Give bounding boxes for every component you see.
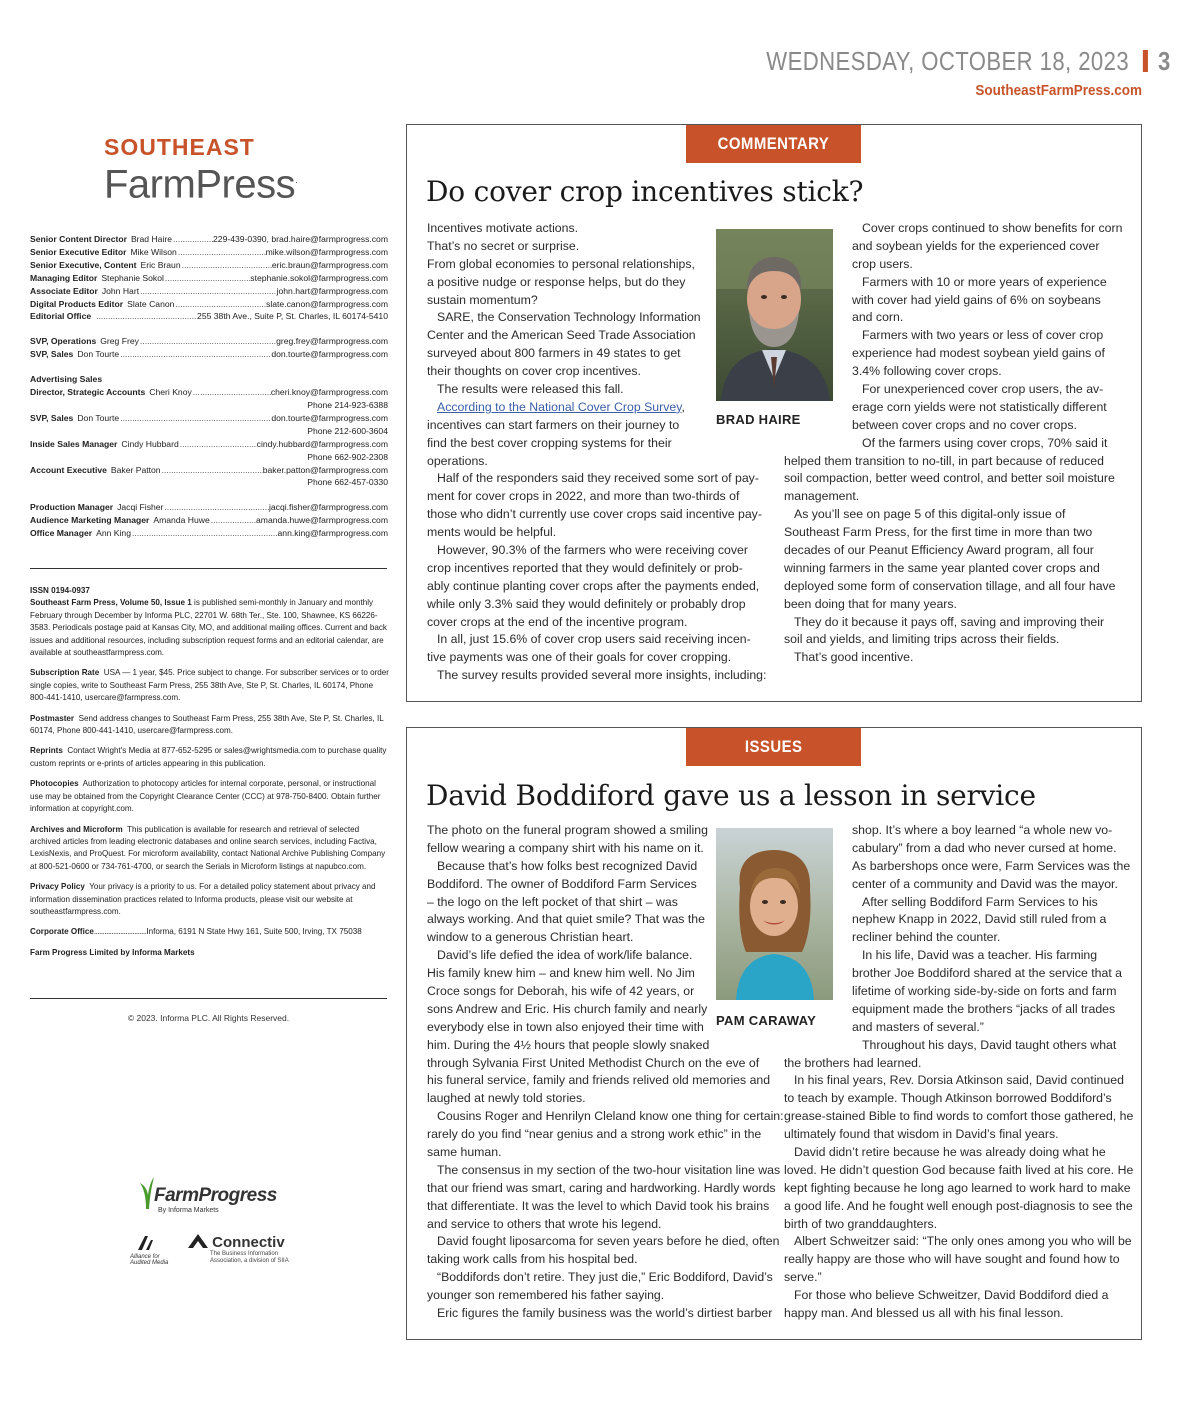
masthead-name: John Hart [101, 285, 140, 296]
article-line: Southeast Farm Press, for the first time in more than two [784, 525, 1093, 540]
masthead-role: Associate Editor [30, 285, 98, 296]
photo-caption: PAM CARAWAY [716, 1013, 817, 1028]
reprints-info: Contact Wright's Media at 877-652-5295 or sales@wrightsmedia.com to purchase quality custom reprints or e-prints of articles appearing in this publication. [30, 746, 387, 768]
article-line: between cover crops and no cover crops. [852, 417, 1077, 432]
article-line: loved. He didn’t question God because faith lived at his core. He [784, 1162, 1134, 1177]
article-line: the brothers had learned. [784, 1055, 922, 1070]
postmaster-info: Send address changes to Southeast Farm Press, 255 38th Ave, Ste P, St. Charles, IL 60174, Phone 800-441-1410, usercare@farmpress.com. [30, 713, 384, 736]
article-body-col2 [784, 220, 1129, 667]
article-line: surveyed about 800 farmers in 49 states to get [427, 346, 681, 361]
article-line: ment for cover crops in 2022, and more than two-thirds of [427, 489, 740, 504]
masthead-role: Senior Executive, Content [30, 259, 137, 270]
article-line: rarely do you find “near genius and a strong work ethic” in the [427, 1127, 762, 1142]
masthead-contact[interactable]: don.tourte@farmprogress.com [271, 349, 388, 360]
article-line: helped them transition to no-till, in part because of reduced [784, 453, 1104, 468]
article-line: Farmers with two years or less of cover crop [862, 328, 1104, 343]
article-line: their thoughts on cover crop incentives. [427, 364, 641, 379]
article-line: serve.” [784, 1270, 822, 1285]
article-line: taking work calls from his hospital bed. [427, 1252, 638, 1267]
survey-link[interactable]: According to the National Cover Crop Survey [437, 399, 682, 414]
staff-masthead [30, 233, 388, 540]
author-photo-brad-haire [716, 229, 833, 401]
masthead-role: Editorial Office [30, 311, 92, 322]
masthead-row [30, 412, 388, 425]
masthead-name: Greg Frey [100, 336, 139, 347]
masthead-role: Director, Strategic Accounts [30, 387, 146, 398]
article-headline: Do cover crop incentives stick? [426, 175, 864, 208]
masthead-contact[interactable]: slate.canon@farmprogress.com [266, 298, 388, 309]
farm-progress-sub: By Informa Markets [158, 1207, 219, 1214]
masthead-editorial [30, 233, 388, 323]
masthead-name: Eric Braun [140, 259, 181, 270]
article-line: crop users. [852, 256, 913, 271]
author-photo-pam-caraway [716, 828, 833, 1000]
masthead-name: Don Tourte [77, 412, 120, 423]
article-line: recliner behind the counter. [852, 930, 1001, 945]
masthead-contact[interactable]: cindy.hubbard@farmprogress.com [256, 438, 388, 449]
article-line: shop. It’s where a boy learned “a whole new vo- [852, 823, 1113, 837]
aam-logo: Alliance for Audited Media [130, 1236, 172, 1266]
article-line[interactable]: According to the National Cover Crop Survey, [437, 399, 685, 414]
masthead-row [30, 259, 388, 272]
article-line: David’s life defied the idea of work/life balance. [437, 948, 693, 963]
article-line: cover crops at the end of the incentive program. [427, 614, 688, 629]
article-line: The consensus in my section of the two-hour visitation line was [437, 1162, 781, 1177]
article-line: The survey results provided several more insights, including: [437, 668, 767, 683]
article-line: center of a community and David was the mayor. [852, 876, 1118, 891]
article-line: Of the farmers using cover crops, 70% said it [862, 435, 1108, 450]
article-body-col2 [784, 822, 1134, 1323]
article-headline: David Boddiford gave us a lesson in service [426, 779, 1036, 812]
article-line: equipment made the brothers “jacks of all trades [852, 1001, 1116, 1016]
article-line: birth of two granddaughters. [784, 1216, 938, 1231]
farm-progress-logo: FarmProgress By Informa Markets [138, 1175, 298, 1214]
article-line: SARE, the Conservation Technology Information [437, 310, 701, 325]
article-line: nephew Knapp in 2022, David still ruled from a [852, 912, 1107, 927]
article-line: and service to others that wrote his legend. [427, 1216, 662, 1231]
connectiv-logo: Connectiv The Business Information Association, a division of SIIA [188, 1234, 289, 1264]
article-line: and masters of several.” [852, 1019, 984, 1034]
masthead-role: Senior Content Director [30, 234, 127, 244]
aam-mark-icon [138, 1236, 156, 1250]
photo-caption: BRAD HAIRE [716, 412, 801, 427]
article-line: Cover crops continued to show benefits for corn [862, 221, 1123, 235]
article-line: ultimately found that wisdom in David’s final years. [784, 1127, 1059, 1142]
legal-notices: ISSN 0194-0937 Southeast Farm Press, Volume 50, Issue 1 is published semi-monthly in January and monthly February through December by Informa PLC, 22701 W. 68th Ter., Ste. 100, Shawnee, KS 66226-3583. Periodicals postage paid at Kansas City, MO, and additional mailing offices. Current and back issues and additional resources, including subscription request forms and an editorial calendar, are available at southeastfarmpress.com. Subscription Rate USA — 1 year, $45. Price subject to change. For subscriber services or to order single copies, write to Southeast Farm Press, 255 38th Ave, Ste P, St. Charles, IL 60174, Phone 800-441-1410, usercare@farmpress.com. Postmaster Send address changes to Southeast Farm Press, 255 38th Ave, Ste P, St. Charles, IL 60174, Phone 800-441-1410, usercare@farmpress.com. Reprints Contact Wright's Media at 877-652-5295 or sales@wrightsmedia.com to purchase quality custom reprints or e-prints of articles appearing in this publication. Photocopies Authorization to photocopy articles for internal corporate, personal, or instructional use may be obtained from the Copyright Clearance Center (CCC) at 978-750-8400. Obtain further information at copyright.com. Archives and Microform This publication is available for research and retrieval of selected archived articles from leading electronic databases and online search services, including Factiva, LexisNexis, and ProQuest. For microform availability, contact National Archive Publishing Company at 800-521-0600 or 734-761-4700, or search the Serials in Microform listings at napubco.com. Privacy Policy Your privacy is a priority to us. For a detailed policy statement about privacy and information dissemination practices related to Informa products, please visit our website at southeastfarmpress.com. Corporate Office..............................Informa, 6191 N State Hwy 161, Suite 500, Irving, TX 75038 Farm Progress Limited by Informa Markets [30, 586, 389, 957]
article-line: grease-stained Bible to find words to comfort those gathered, he [784, 1109, 1134, 1124]
masthead-contact[interactable]: amanda.huwe@farmprogress.com [256, 515, 388, 526]
article-line: In all, just 15.6% of cover crop users said receiving incen- [437, 632, 751, 647]
masthead-advertising [30, 386, 388, 489]
article-line: Incentives motivate actions. [427, 221, 579, 235]
publication-logo [104, 134, 298, 207]
masthead-row [30, 514, 388, 527]
article-line: However, 90.3% of the farmers who were receiving cover [437, 543, 748, 558]
article-line: that differentiate. It was the level to which David took his brains [427, 1198, 770, 1213]
article-line: those who didn’t currently use cover crops said incentive pay- [427, 507, 762, 522]
article-line: management. [784, 489, 860, 504]
masthead-name: Stephanie Sokol [101, 272, 164, 283]
masthead-role: SVP, Operations [30, 336, 97, 347]
article-line: while only 3.3% said they would definitely or probably drop [427, 596, 746, 611]
article-line: David fought liposarcoma for seven years before he died, often [437, 1234, 780, 1249]
article-line: and soybean yields for the experienced cover [852, 238, 1100, 253]
article-line: After selling Boddiford Farm Services to his [862, 894, 1098, 909]
article-line: find the best cover cropping systems for their [427, 435, 672, 450]
masthead-role: Digital Products Editor [30, 298, 124, 309]
masthead-role: Managing Editor [30, 272, 98, 283]
masthead-row [30, 527, 388, 540]
subscription-info: USA — 1 year, $45. Price subject to change. For subscriber services or to order single copies, write to Southeast Farm Press, 255 38th Ave, Ste P, St. Charles, IL 60174, Phone 800-441-1410, usercare@farmpress.com. [30, 668, 389, 703]
masthead-row [30, 386, 388, 399]
connectiv-icon [188, 1234, 208, 1248]
masthead-role: Inside Sales Manager [30, 438, 118, 449]
masthead-phone: Phone 214-923-6388 [307, 399, 388, 410]
masthead-name: Brad Haire [130, 234, 173, 244]
masthead-name: Cindy Hubbard [121, 438, 179, 449]
masthead-contact[interactable]: greg.frey@farmprogress.com [276, 336, 388, 347]
article-line: that our friend was smart, caring and hardworking. Hardly words [427, 1180, 776, 1195]
masthead-contact[interactable]: mike.wilson@farmprogress.com [265, 246, 388, 257]
article-line: same human. [427, 1145, 502, 1160]
masthead-row [30, 501, 388, 514]
masthead-contact[interactable]: stephanie.sokol@farmprogress.com [250, 272, 388, 283]
leaf-icon [138, 1175, 154, 1209]
masthead-role: Audience Marketing Manager [30, 515, 150, 526]
article-line: and corn. [852, 310, 904, 325]
article-line: Farmers with 10 or more years of experience [862, 274, 1107, 289]
article-line: soil compaction, better weed control, and better soil moisture [784, 471, 1115, 486]
article-line: The photo on the funeral program showed a smiling [427, 823, 708, 837]
masthead-row [30, 348, 388, 361]
article-line: David didn’t retire because he was already doing what he [794, 1145, 1106, 1160]
article-line: tive payments was one of their goals for cover cropping. [427, 650, 732, 665]
section-tag-issues: ISSUES [686, 728, 861, 766]
article-line: For those who believe Schweitzer, David Boddiford died a [794, 1288, 1109, 1303]
masthead-contact[interactable]: john.hart@farmprogress.com [276, 285, 388, 296]
article-line: From global economies to personal relationships, [427, 256, 695, 271]
masthead-name: Amanda Huwe [153, 515, 210, 526]
article-line: happy man. And blessed us all with his final lesson. [784, 1306, 1064, 1321]
masthead-row [30, 464, 388, 477]
article-line: Throughout his days, David taught others what [862, 1037, 1117, 1052]
masthead-row [30, 233, 388, 246]
masthead-phone: Phone 662-902-2308 [307, 451, 388, 462]
article-line: a positive nudge or response helps, but do they [427, 274, 686, 289]
article-line: experience had modest soybean yield gains of [852, 346, 1105, 361]
article-line: sustain momentum? [427, 292, 538, 307]
article-line: Center and the American Seed Trade Association [427, 328, 696, 343]
logo-top-text: SOUTHEAST [104, 134, 255, 160]
article-line: They do it because it pays off, saving and improving their [794, 614, 1105, 629]
masthead-role: Production Manager [30, 502, 114, 513]
article-line: cabulary” from a dad who never cursed at home. [852, 840, 1117, 855]
copyright: © 2023. Informa PLC. All Rights Reserved. [127, 1013, 290, 1023]
article-line: kept fighting because he long ago learned to work hard to make [784, 1180, 1131, 1195]
masthead-name: Ann King [96, 528, 131, 539]
article-line: laughed at newly told stories. [427, 1091, 586, 1106]
article-line: decades of our Peanut Efficiency Award program, all four [784, 543, 1094, 558]
header-divider [1143, 50, 1148, 72]
article-line: Half of the responders said they received some sort of pay- [437, 471, 759, 486]
article-line: to teach by example. Though Atkinson borrowed Boddiford’s [784, 1091, 1112, 1106]
privacy-info: Your privacy is a priority to us. For a detailed policy statement about privacy and information dissemination practices related to Informa products, please visit our website at southeastfarmpress.com. [30, 882, 376, 916]
site-url[interactable]: SoutheastFarmPress.com [975, 82, 1142, 99]
masthead-name: Don Tourte [77, 349, 120, 360]
article-line: always working. And that quiet smile? That was the [427, 912, 705, 927]
photocopies-info: Authorization to photocopy articles for internal corporate, personal, or instructional use may be obtained from the Copyright Clearance Center (CCC) at 978-750-8400. Obtain further information at copyright.com. [30, 779, 381, 814]
article-line: In his life, David was a teacher. His farming [862, 948, 1098, 963]
article-line: Because that’s how folks best recognized David [437, 858, 698, 873]
archives-info: This publication is available for research and retrieval of selected archived articles from leading electronic databases and online search services, including Factiva, LexisNexis, and ProQuest. For microform availability, contact National Archive Publishing Company at 800-521-0600 or 734-761-4700, or search the Serials in Microform listings at napubco.com. [30, 824, 386, 871]
section-tag-commentary: COMMENTARY [686, 125, 861, 163]
masthead-row [30, 335, 388, 348]
article-line: ments would be helpful. [427, 525, 557, 540]
logo-main-text: FarmPress. [104, 162, 298, 207]
article-line: crop incentives reported that they would definitely or prob- [427, 560, 743, 575]
masthead-row [30, 272, 388, 285]
article-line: with cover had yield gains of 6% on soybeans [852, 292, 1101, 307]
masthead-name: Jacqi Fisher [117, 502, 164, 513]
logo-mark: . [295, 175, 298, 186]
article-line: In his final years, Rev. Dorsia Atkinson said, David continued [794, 1073, 1124, 1088]
masthead-phone: Phone 662-457-0330 [307, 477, 388, 488]
masthead-contact[interactable]: 229-439-0390, brad.haire@farmprogress.com [213, 234, 388, 244]
issue-date-header [766, 46, 1171, 77]
article-line: – the logo on the left pocket of that shirt – was [427, 894, 678, 909]
article-line: operations. [427, 453, 488, 468]
article-line: sons Andrew and Eric. His church family and nearly [427, 1001, 708, 1016]
article-line: Albert Schweitzer said: “The only ones among you who will be [794, 1234, 1132, 1249]
article-line: Boddiford. The owner of Boddiford Farm Services [427, 876, 697, 891]
article-line: As you’ll see on page 5 of this digital-only issue of [794, 507, 1066, 522]
masthead-role: Office Manager [30, 528, 93, 539]
article-line: That’s no secret or surprise. [427, 238, 580, 253]
issue-date: WEDNESDAY, OCTOBER 18, 2023 [766, 46, 1130, 76]
masthead-name: Slate Canon [127, 298, 175, 309]
article-line: That’s good incentive. [794, 650, 914, 665]
masthead-name: Cheri Knoy [149, 387, 192, 398]
masthead-row [30, 285, 388, 298]
masthead-contact[interactable]: 255 38th Ave., Suite P, St. Charles, IL 60174-5410 [197, 311, 388, 322]
masthead-row [30, 298, 388, 311]
article-line: through Sylvania First United Methodist Church on the eve of [427, 1055, 760, 1070]
masthead-name: Mike Wilson [130, 246, 177, 257]
sidebar-divider [30, 568, 387, 569]
article-line: lifetime of working side-by-side on forts and farm [852, 984, 1117, 999]
masthead-production [30, 501, 388, 540]
masthead-contact[interactable]: eric.braun@farmprogress.com [271, 259, 388, 270]
masthead-phone: Phone 212-600-3604 [307, 425, 388, 436]
masthead-contact[interactable]: don.tourte@farmprogress.com [271, 412, 388, 423]
masthead-role: SVP, Sales [30, 412, 74, 423]
masthead-row [30, 438, 388, 451]
article-line: deployed some form of conservation tillage, and all four have [784, 578, 1116, 593]
masthead-role: SVP, Sales [30, 349, 74, 360]
advertising-heading: Advertising Sales [30, 374, 103, 385]
article-line: Eric figures the family business was the world’s dirtiest barber [437, 1306, 773, 1321]
article-line: fellow wearing a company shirt with his name on it. [427, 840, 704, 855]
corporate-office: Informa, 6191 N State Hwy 161, Suite 500, Irving, TX 75038 [146, 927, 362, 937]
sidebar-divider-bottom [30, 998, 387, 999]
article-line: The results were released this fall. [437, 382, 624, 397]
article-line: His family knew him – and knew him well. No Jim [427, 966, 695, 981]
article-line: “Boddifords don’t retire. They just die,” Eric Boddiford, David’s [437, 1270, 773, 1285]
masthead-contact[interactable]: ann.king@farmprogress.com [277, 528, 388, 539]
article-line: window to a generous Christian heart. [427, 930, 634, 945]
masthead-role: Senior Executive Editor [30, 246, 127, 257]
masthead-row [30, 246, 388, 259]
article-line: really happy are those who will have sought and found how to [784, 1252, 1120, 1267]
article-line: Cousins Roger and Henrilyn Cleland know one thing for certain: [437, 1109, 784, 1124]
page-number: 3 [1157, 46, 1171, 76]
article-line: 3.4% following cover crops. [852, 364, 1002, 379]
article-line: incentives can start farmers on their journey to [427, 417, 680, 432]
masthead-contact[interactable]: baker.patton@farmprogress.com [262, 464, 388, 475]
article-line: erage corn yields were not statistically different [852, 399, 1107, 414]
article-line: For unexperienced cover crop users, the av- [862, 382, 1104, 397]
masthead-contact[interactable]: cheri.knoy@farmprogress.com [270, 387, 388, 398]
masthead-contact[interactable]: jacqi.fisher@farmprogress.com [268, 502, 388, 513]
article-line: him. During the 4½ hours that people slowly snaked [427, 1037, 710, 1052]
article-line: everybody else in town also enjoyed their time with [427, 1019, 704, 1034]
article-line: a good life. And he fought well enough post-diagnosis to see the [784, 1198, 1133, 1213]
article-line: younger son remembered his father saying. [427, 1288, 665, 1303]
masthead-row [30, 310, 388, 323]
publication-info: is published semi-monthly in January and monthly February through December by Informa PLC, 22701 W. 68th Ter., Ste. 100, Shawnee, KS 66226-3583. Periodicals postage paid at Kansas City, MO, and additional mailing offices. Current and back issues and additional resources, including subscription request forms and an editorial calendar, are available at southeastfarmpress.com. [30, 598, 387, 658]
farm-progress-limited: Farm Progress Limited by Informa Markets [30, 947, 195, 957]
article-line: his funeral service, family and friends relived old memories and [427, 1073, 771, 1088]
masthead-svp [30, 335, 388, 361]
article-line: soil and yields, and limiting trips across their fields. [784, 632, 1060, 647]
article-line: Croce songs for Deborah, his wife of 42 years, or [427, 984, 695, 999]
article-line: ably continue planting cover crops after the payments ended, [427, 578, 760, 593]
masthead-name: Baker Patton [110, 464, 161, 475]
article-line: winning farmers in the same year planted cover crops and [784, 560, 1100, 575]
article-line: brother Joe Boddiford shared at the service that a [852, 966, 1123, 981]
article-line: As barbershops once were, Farm Services was the [852, 858, 1131, 873]
masthead-role: Account Executive [30, 464, 107, 475]
article-line: been doing that for many years. [784, 596, 957, 611]
issn: ISSN 0194-0937 [30, 586, 90, 595]
